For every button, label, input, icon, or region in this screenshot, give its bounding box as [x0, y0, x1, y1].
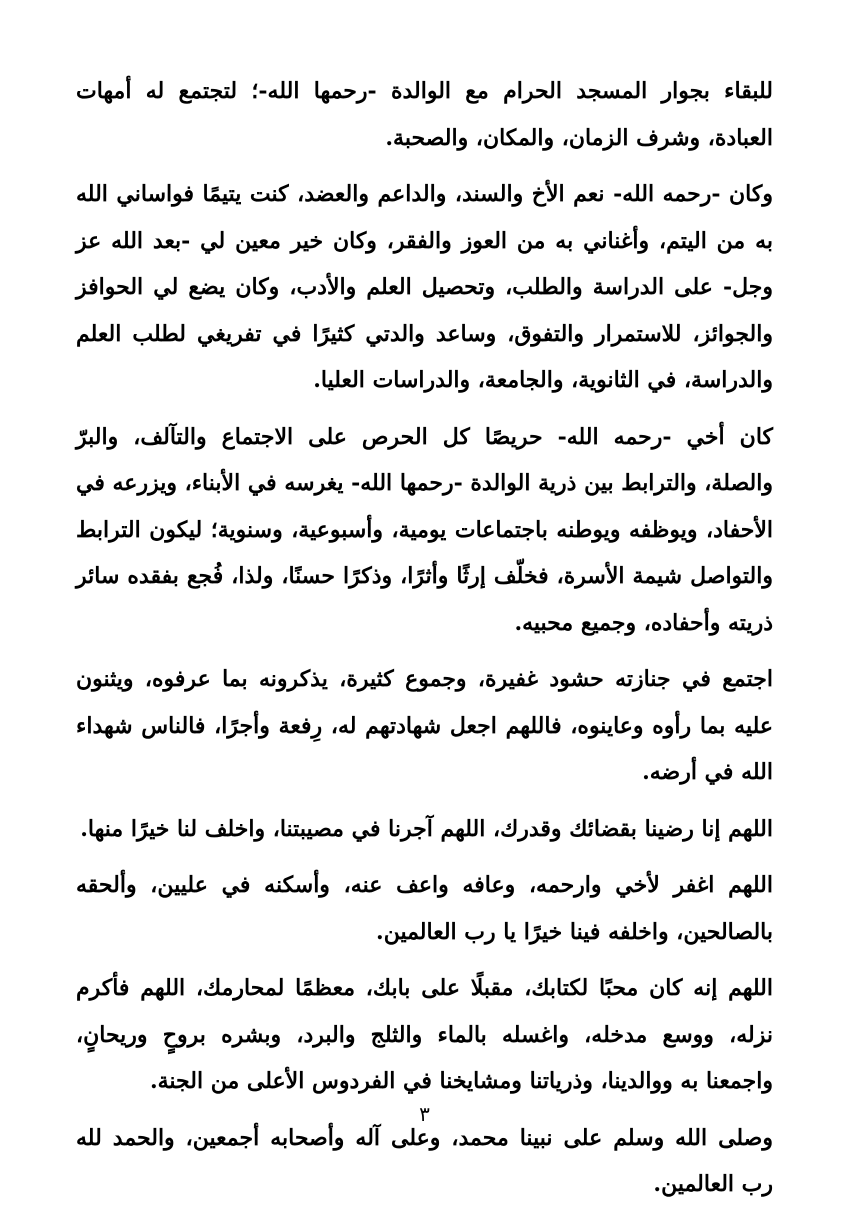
body-text	[76, 68, 773, 1218]
paragraph: اجتمع في جنازته حشود غفيرة، وجموع كثيرة، يذكرونه بما عرفوه، ويثنون عليه بما رأوه وعاينوه، فاللهم اجعل شهادتهم له، رِفعة وأجرًا، فالناس شهداء الله في أرضه.	[76, 666, 773, 785]
paragraph: اللهم إنه كان محبًا لكتابك، مقبلًا على بابك، معظمًا لمحارمك، اللهم فأكرم نزله، ووسع مدخله، واغسله بالماء والثلج والبرد، وبشره بروحٍ وريحانٍ، واجمعنا به ووالدينا، وذرياتنا ومشايخنا في الفردوس الأعلى من الجنة.	[76, 975, 773, 1094]
paragraph: اللهم إنا رضينا بقضائك وقدرك، اللهم آجرنا في مصيبتنا، واخلف لنا خيرًا منها.	[80, 815, 773, 842]
paragraph: وكان -رحمه الله- نعم الأخ والسند، والداعم والعضد، كنت يتيمًا فواساني الله به من اليتم، وأغناني به من العوز والفقر، وكان خير معين لي -بعد الله عز وجل- على الدراسة والطلب، وتحصيل العلم والأدب، وكان يضع لي الحوافز والجوائز، للاستمرار والتفوق، وساعد والدتي كثيرًا في تفريغي لطلب العلم والدراسة، في الثانوية، والجامعة، والدراسات العليا.	[76, 181, 773, 393]
paragraph: اللهم اغفر لأخي وارحمه، وعافه واعف عنه، وأسكنه في عليين، وألحقه بالصالحين، واخلفه فينا خيرًا يا رب العالمين.	[76, 872, 773, 945]
paragraph: للبقاء بجوار المسجد الحرام مع الوالدة -رحمها الله-؛ لتجتمع له أمهات العبادة، وشرف الزمان، والمكان، والصحبة.	[76, 78, 773, 151]
paragraph: وصلى الله وسلم على نبينا محمد، وعلى آله وأصحابه أجمعين، والحمد لله رب العالمين.	[76, 1124, 773, 1197]
page-number: ٣	[419, 1102, 430, 1126]
paragraph: كان أخي -رحمه الله- حريصًا كل الحرص على الاجتماع والتآلف، والبرّ والصلة، والترابط بين ذرية الوالدة -رحمها الله- يغرسه في الأبناء، ويزرعه في الأحفاد، ويوظفه ويوطنه باجتماعات يومية، وأسبوعية، وسنوية؛ ليكون الترابط والتواصل شيمة الأسرة، فخلّف إرثًا وأثرًا، وذكرًا حسنًا، ولذا، فُجع بفقده سائر ذريته وأحفاده، وجميع محبيه.	[76, 423, 774, 636]
